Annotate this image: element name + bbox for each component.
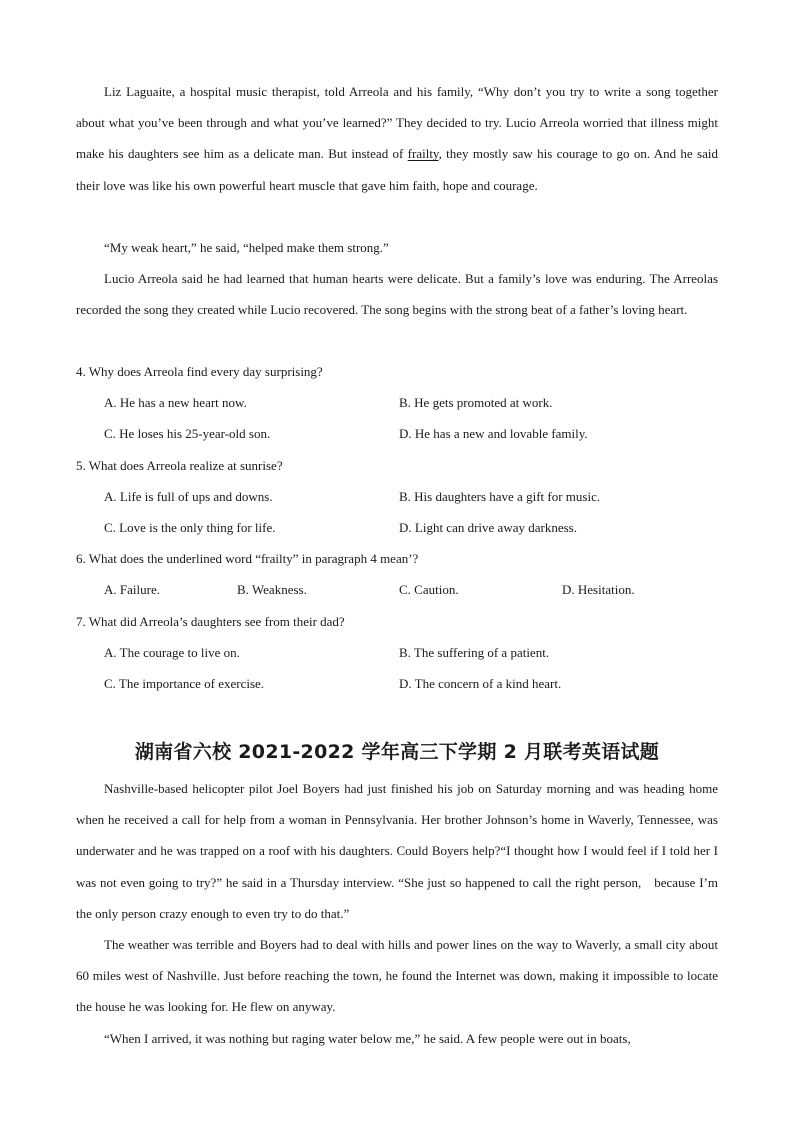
question-6-option-d: D. Hesitation. — [562, 582, 635, 597]
underlined-word-frailty: frailty — [407, 146, 439, 162]
paragraph-text: , they mostly saw his courage to go on. And he said their love was like his own powerful heart muscle that gave him faith, hope and courage. — [76, 146, 718, 193]
question-4-option-a: A. He has a new heart now. — [104, 395, 247, 410]
question-6-option-a: A. Failure. — [104, 582, 160, 597]
question-4-option-b: B. He gets promoted at work. — [399, 395, 553, 410]
question-7-option-c: C. The importance of exercise. — [104, 676, 265, 691]
next-passage-paragraph-1: Nashville-based helicopter pilot Joel Boyers had just finished his job on Saturday morning and was heading home when he received a call for help from a woman in Pennsylvania. Her brother Johnson’s home in Waverly, Tennessee, was underwater and he was trapped on a roof with his daughters. Could Boyers help?“I thought how I would feel if I told her I was not even going to try?” he said in a Thursday interview. “She just so happened to call the right person, because I’m the only person crazy enough to even try to do that.” — [76, 781, 718, 921]
question-4-option-d: D. He has a new and lovable family. — [399, 426, 588, 441]
question-5-option-d: D. Light can drive away darkness. — [399, 520, 577, 535]
question-4-stem: 4. Why does Arreola find every day surprising? — [76, 364, 323, 379]
next-passage-paragraph-2: The weather was terrible and Boyers had to deal with hills and power lines on the way to Waverly, a small city about 60 miles west of Nashville. Just before reaching the town, he found the Internet was down, making it impossible to locate the house he was looking for. He flew on anyway. — [76, 937, 718, 1015]
paragraph-text: Liz Laguaite, a hospital music therapist, told Arreola and his family, “Why don’t you try to write a song together about what you’ve been through and what you’ve learned?” They decided to try. Lucio Arreola worried that illness might make his daughters see him as a delicate man. But instead of — [76, 84, 718, 162]
question-7-stem: 7. What did Arreola’s daughters see from their dad? — [76, 614, 345, 629]
question-7-option-b: B. The suffering of a patient. — [399, 645, 550, 660]
passage-paragraph-2: “My weak heart,” he said, “helped make them strong.” — [104, 240, 389, 255]
passage-paragraph-3: Lucio Arreola said he had learned that human hearts were delicate. But a family’s love was enduring. The Arreolas recorded the song they created while Lucio recovered. The song begins with the strong beat of a father’s loving heart. — [76, 271, 718, 318]
question-6-option-c: C. Caution. — [399, 582, 459, 597]
question-5-option-c: C. Love is the only thing for life. — [104, 520, 276, 535]
question-6-option-b: B. Weakness. — [237, 582, 307, 597]
question-4-option-c: C. He loses his 25-year-old son. — [104, 426, 271, 441]
passage-paragraph-1 — [76, 76, 718, 201]
next-passage-paragraph-3: “When I arrived, it was nothing but raging water below me,” he said. A few people were out in boats, — [104, 1031, 631, 1046]
question-5-option-a: A. Life is full of ups and downs. — [104, 489, 273, 504]
section-title: 湖南省六校 2021-2022 学年高三下学期 2 月联考英语试题 — [134, 741, 660, 763]
question-6-stem: 6. What does the underlined word “frailty” in paragraph 4 mean’? — [76, 551, 419, 566]
question-7-option-a: A. The courage to live on. — [104, 645, 240, 660]
question-5-stem: 5. What does Arreola realize at sunrise? — [76, 458, 283, 473]
question-5-option-b: B. His daughters have a gift for music. — [399, 489, 601, 504]
question-7-option-d: D. The concern of a kind heart. — [399, 676, 562, 691]
